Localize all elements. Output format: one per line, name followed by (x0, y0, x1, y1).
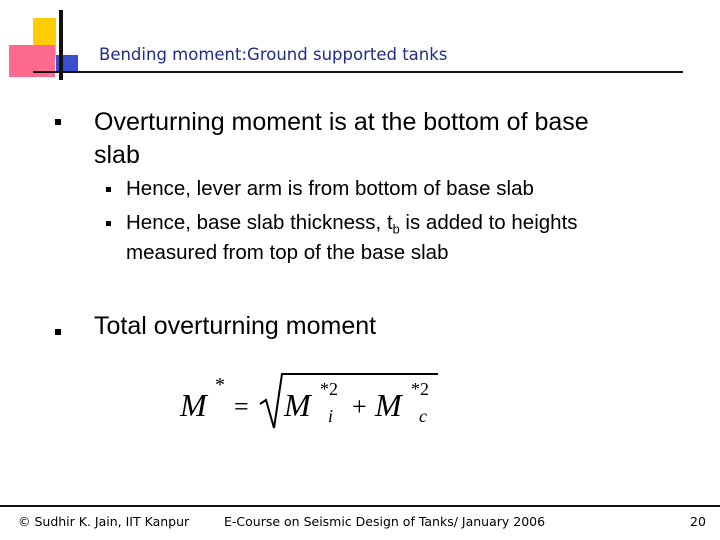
subscript-b: b (392, 221, 400, 237)
title-underline (33, 71, 683, 73)
formula-term2: M (375, 387, 402, 423)
decor-vertical-line (59, 10, 63, 80)
formula-equals: = (234, 392, 249, 421)
footer-course-title: E-Course on Seismic Design of Tanks/ January 2006 (224, 514, 546, 529)
formula-lhs: M (180, 387, 207, 423)
formula-lhs-sup: * (215, 374, 225, 396)
overturning-moment-formula (176, 366, 446, 434)
footer-divider (0, 505, 720, 507)
formula-term2-sub: c (419, 406, 427, 426)
bullet-marker (55, 329, 61, 335)
bullet-text-line: Overturning moment is at the bottom of base (94, 108, 589, 136)
bullet-text-line: slab (94, 141, 140, 169)
sub-bullet-text-line2: measured from top of the base slab (126, 241, 449, 264)
sub-bullet-text: Hence, lever arm is from bottom of base slab (126, 177, 534, 200)
formula-term1-sub: i (328, 406, 334, 426)
sub-bullet-text (126, 210, 578, 242)
footer-copyright: © Sudhir K. Jain, IIT Kanpur (18, 514, 190, 529)
sub-bullet-text-part: Hence, base slab thickness, t (126, 211, 393, 234)
bullet-marker (55, 119, 61, 125)
formula-term1: M (284, 387, 311, 423)
formula-term1-sup: *2 (320, 379, 338, 399)
sub-bullet-marker (106, 221, 111, 226)
formula-plus: + (352, 392, 367, 421)
sub-bullet-marker (106, 187, 111, 192)
bullet-text: Total overturning moment (94, 312, 377, 340)
formula-term2-sup: *2 (411, 379, 429, 399)
sub-bullet-text-part: is added to heights (399, 211, 578, 234)
footer-page-number: 20 (690, 514, 706, 529)
slide-title: Bending moment:Ground supported tanks (99, 45, 448, 64)
